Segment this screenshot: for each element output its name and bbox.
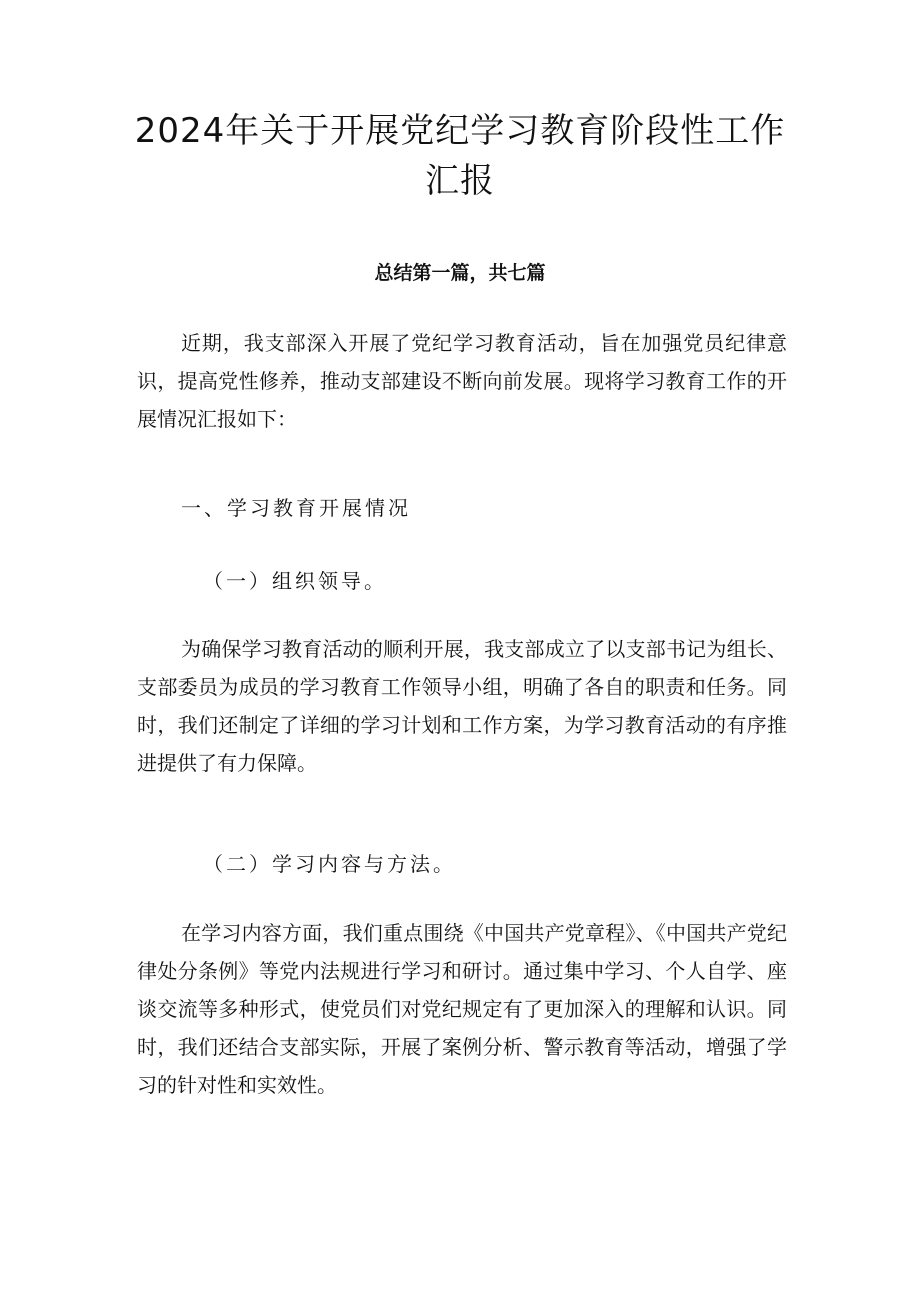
document-title: 2024年关于开展党纪学习教育阶段性工作汇报 [134, 111, 786, 201]
subsection-2-heading: （二）学习内容与方法。 [203, 852, 456, 876]
document-subtitle: 总结第一篇，共七篇 [374, 262, 546, 284]
subsection-1-body: 为确保学习教育活动的顺利开展，我支部成立了以支部书记为组长、支部委员为成员的学习教育工作领导小组，明确了各自的职责和任务。同时，我们还制定了详细的学习计划和工作方案，为学习教育活动的有序推进提供了有力保障。 [137, 637, 787, 775]
intro-paragraph: 近期，我支部深入开展了党纪学习教育活动，旨在加强党员纪律意识，提高党性修养，推动支部建设不断向前发展。现将学习教育工作的开展情况汇报如下： [137, 331, 787, 431]
subsection-2-body: 在学习内容方面，我们重点围绕《中国共产党章程》、《中国共产党纪律处分条例》等党内法规进行学习和研讨。通过集中学习、个人自学、座谈交流等多种形式，使党员们对党纪规定有了更加深入的理解和认识。同时，我们还结合支部实际，开展了案例分析、警示教育等活动，增强了学习的针对性和实效性。 [137, 921, 787, 1097]
subsection-1-heading: （一）组织领导。 [203, 569, 387, 593]
section-1-heading: 一、学习教育开展情况 [181, 496, 411, 520]
